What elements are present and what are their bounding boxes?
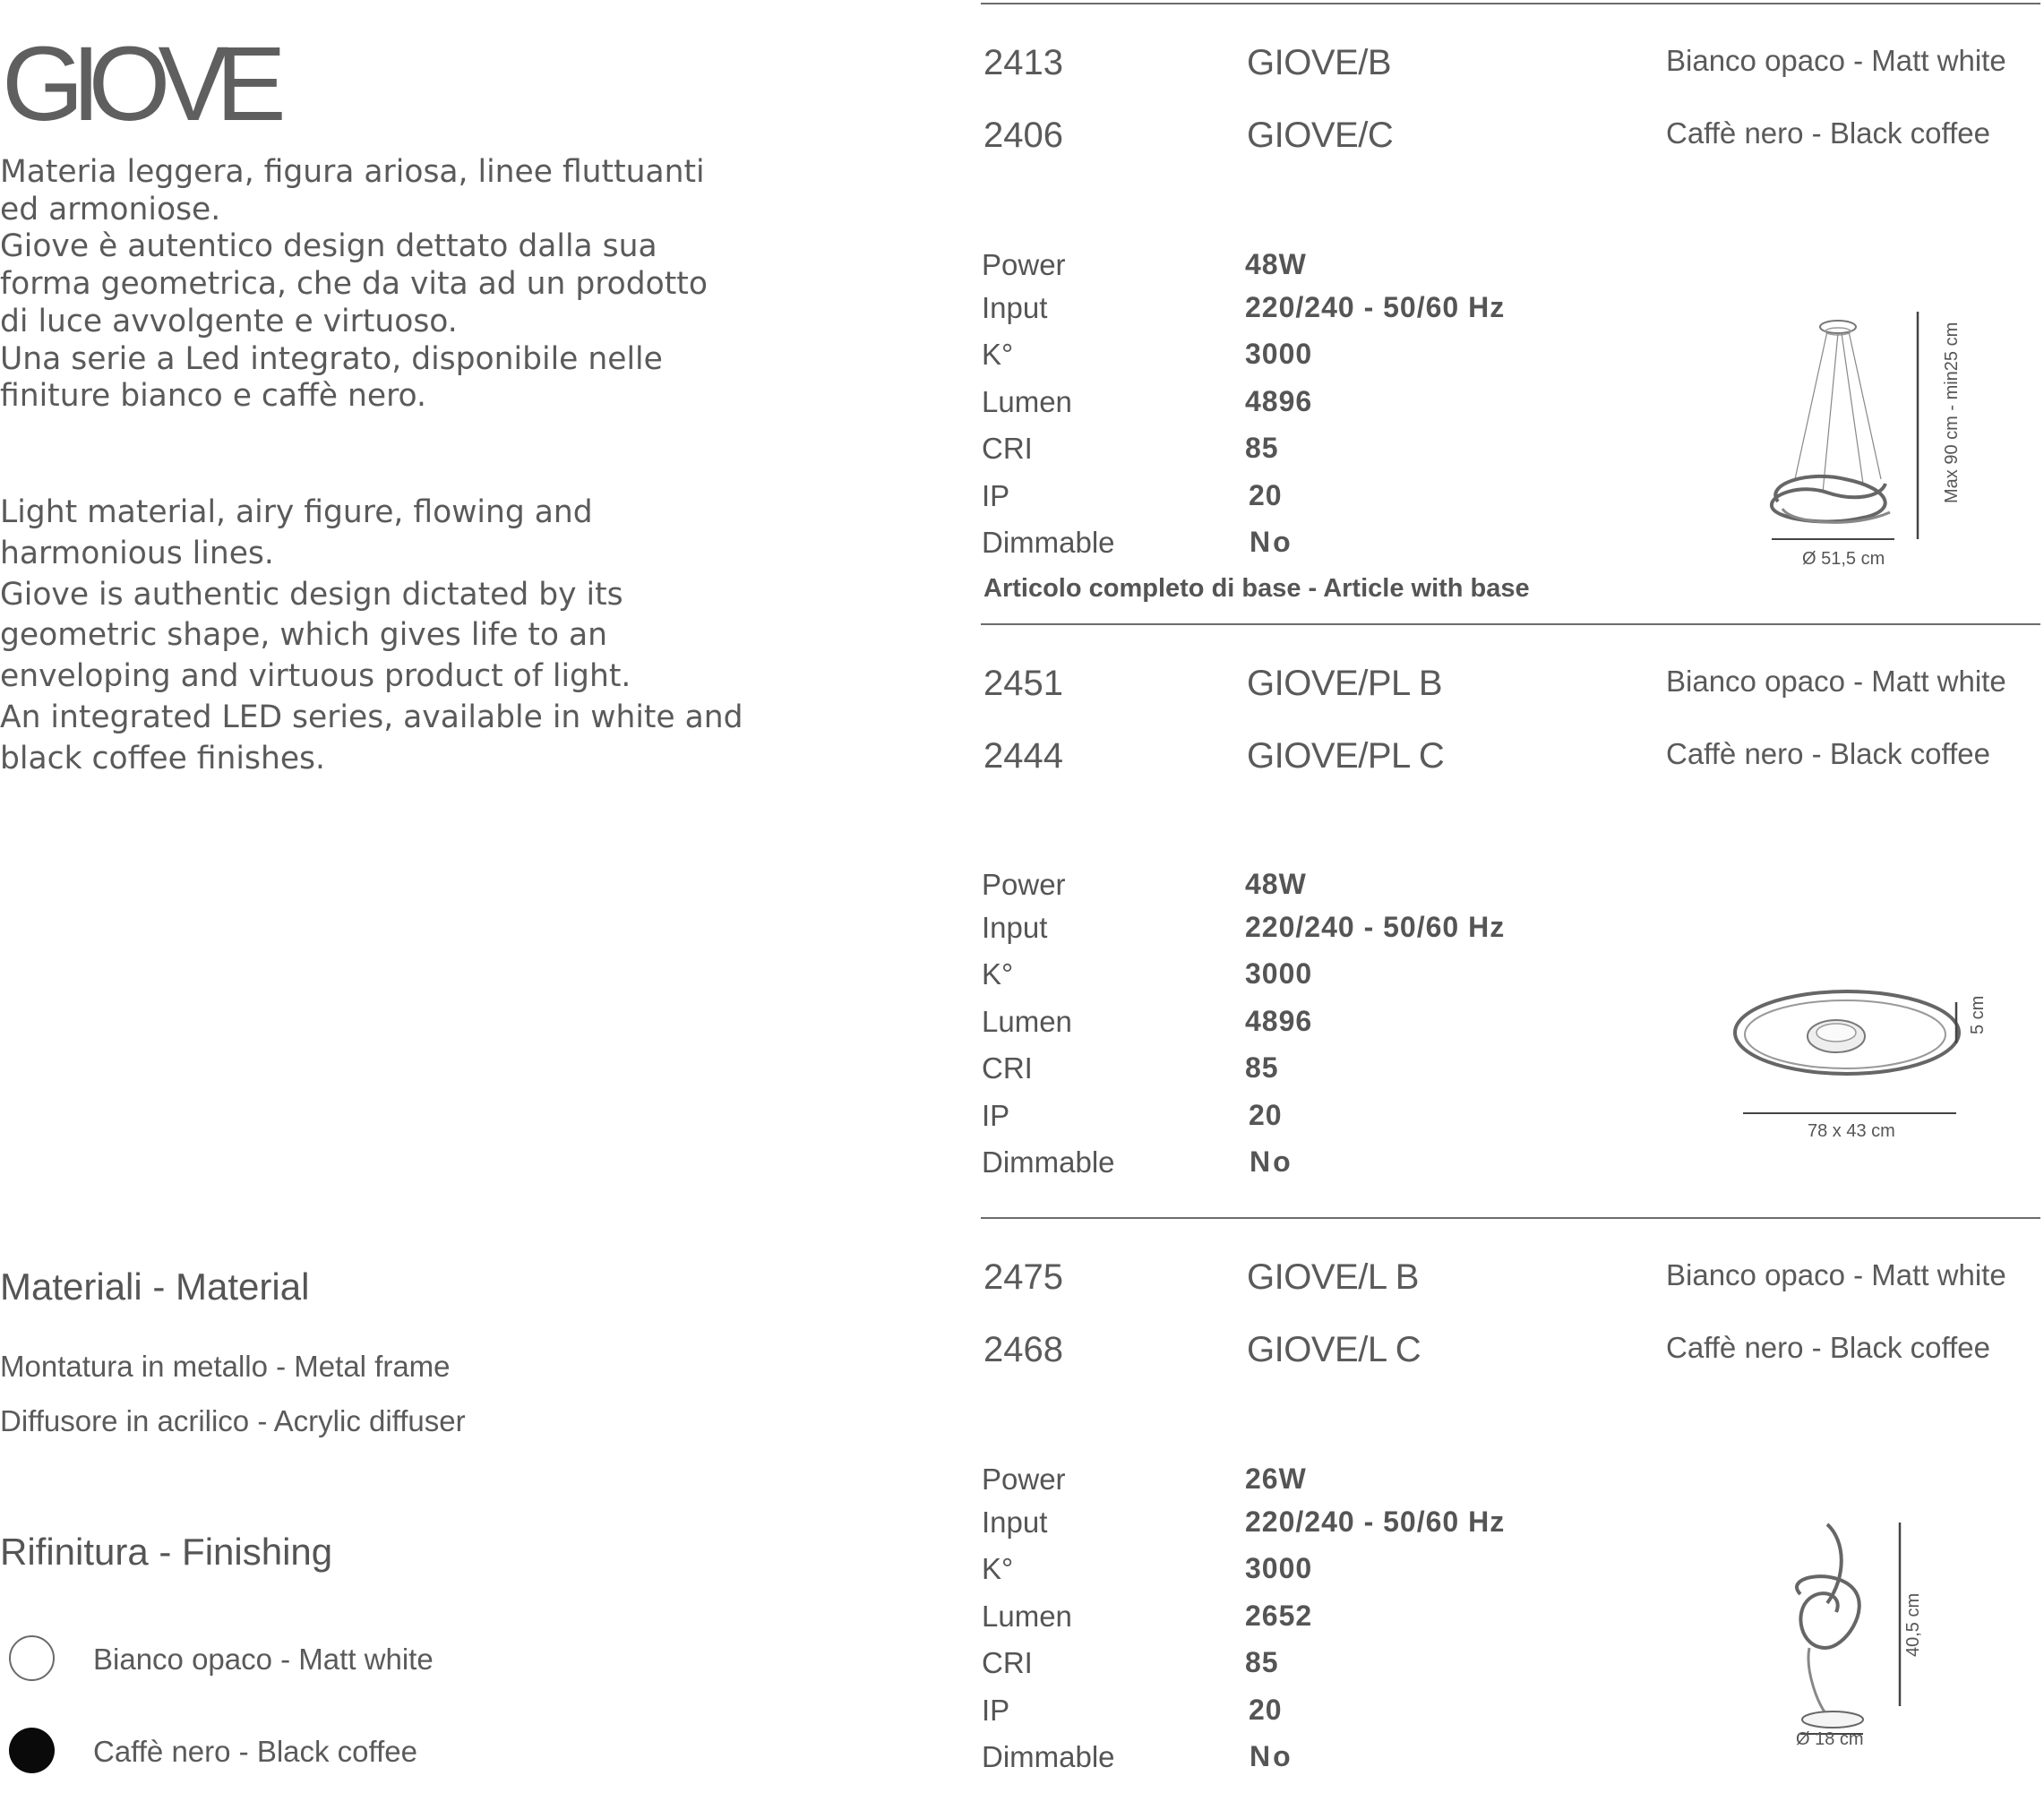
spec-value-k: 3000 xyxy=(1245,338,1313,370)
spec-value-input: 220/240 - 50/60 Hz xyxy=(1245,1505,1506,1538)
finishing-title: Rifinitura - Finishing xyxy=(0,1531,333,1573)
spec-value-lumen: 4896 xyxy=(1245,385,1313,417)
dimension-width: 78 x 43 cm xyxy=(1808,1121,1895,1141)
product-code: 2468 xyxy=(983,1330,1063,1369)
product-model: GIOVE/B xyxy=(1247,43,1391,82)
product-model: GIOVE/L C xyxy=(1247,1330,1421,1369)
description-english xyxy=(0,493,743,780)
material-item: Diffusore in acrilico - Acrylic diffuser xyxy=(0,1404,466,1437)
section-divider xyxy=(981,3,2040,4)
product-note: Articolo completo di base - Article with base xyxy=(983,574,1530,603)
spec-label-ip: IP xyxy=(982,1694,1010,1727)
spec-value-k: 3000 xyxy=(1245,957,1313,990)
section-divider xyxy=(981,1217,2040,1219)
spec-value-ip: 20 xyxy=(1249,1694,1283,1726)
product-finish: Caffè nero - Black coffee xyxy=(1666,116,1990,150)
spec-value-ip: 20 xyxy=(1249,479,1283,511)
description-paragraph: Giove è autentico design dettato dalla sua forma geometrica, che da vita ad un prodotto di luce avvolgente e virtuoso. xyxy=(0,228,708,339)
description-paragraph: An integrated LED series, available in white and black coffee finishes. xyxy=(0,699,743,776)
spec-value-power: 48W xyxy=(1245,248,1307,280)
spec-value-dimmable: No xyxy=(1250,1145,1293,1178)
section-divider xyxy=(981,623,2040,625)
spec-label-power: Power xyxy=(982,1463,1066,1496)
description-paragraph: Giove is authentic design dictated by its geometric shape, which gives life to an enveloping and virtuous product of light. xyxy=(0,576,631,695)
spec-value-power: 26W xyxy=(1245,1463,1307,1495)
spec-label-k: K° xyxy=(982,338,1014,371)
spec-value-cri: 85 xyxy=(1245,432,1279,464)
spec-value-lumen: 4896 xyxy=(1245,1005,1313,1037)
dimension-height: 5 cm xyxy=(1968,995,1988,1034)
spec-label-ip: IP xyxy=(982,479,1010,512)
spec-label-dimmable: Dimmable xyxy=(982,1740,1115,1773)
spec-value-input: 220/240 - 50/60 Hz xyxy=(1245,911,1506,943)
spec-label-cri: CRI xyxy=(982,432,1033,465)
description-paragraph: Materia leggera, figura ariosa, linee fluttuanti ed armoniose. xyxy=(0,154,705,227)
product-code: 2406 xyxy=(983,116,1063,155)
spec-label-k: K° xyxy=(982,957,1014,991)
finishing-label: Caffè nero - Black coffee xyxy=(93,1735,417,1768)
spec-value-cri: 85 xyxy=(1245,1051,1279,1084)
spec-label-dimmable: Dimmable xyxy=(982,1145,1115,1179)
product-model: GIOVE/PL C xyxy=(1247,736,1445,776)
product-code: 2475 xyxy=(983,1257,1063,1297)
product-finish: Caffè nero - Black coffee xyxy=(1666,737,1990,770)
suspension-lamp-drawing xyxy=(1756,305,1971,573)
product-model: GIOVE/PL B xyxy=(1247,664,1443,703)
spec-value-cri: 85 xyxy=(1245,1646,1279,1678)
product-code: 2451 xyxy=(983,664,1063,703)
spec-label-ip: IP xyxy=(982,1099,1010,1132)
description-paragraph: Una serie a Led integrato, disponibile nelle finiture bianco e caffè nero. xyxy=(0,340,663,415)
description-italian xyxy=(0,154,743,416)
product-finish: Caffè nero - Black coffee xyxy=(1666,1331,1990,1364)
table-lamp-drawing xyxy=(1773,1514,1953,1755)
spec-label-lumen: Lumen xyxy=(982,1005,1072,1038)
product-finish: Bianco opaco - Matt white xyxy=(1666,1258,2006,1291)
white-swatch xyxy=(9,1635,55,1681)
product-model: GIOVE/L B xyxy=(1247,1257,1419,1297)
dimension-width: Ø 18 cm xyxy=(1796,1729,1864,1749)
materials-title: Materiali - Material xyxy=(0,1265,310,1308)
spec-label-input: Input xyxy=(982,911,1048,944)
finishing-label: Bianco opaco - Matt white xyxy=(93,1643,434,1676)
product-code: 2413 xyxy=(983,43,1063,82)
spec-label-lumen: Lumen xyxy=(982,385,1072,418)
spec-label-cri: CRI xyxy=(982,1051,1033,1085)
product-finish: Bianco opaco - Matt white xyxy=(1666,665,2006,698)
spec-value-dimmable: No xyxy=(1250,1740,1293,1772)
description-paragraph: Light material, airy figure, flowing and harmonious lines. xyxy=(0,494,593,571)
ceiling-lamp-drawing xyxy=(1729,981,1988,1151)
spec-value-power: 48W xyxy=(1245,868,1307,900)
spec-value-input: 220/240 - 50/60 Hz xyxy=(1245,291,1506,323)
product-finish: Bianco opaco - Matt white xyxy=(1666,44,2006,77)
black-swatch xyxy=(9,1728,55,1773)
dimension-height: Max 90 cm - min25 cm xyxy=(1942,322,1962,503)
material-item: Montatura in metallo - Metal frame xyxy=(0,1350,451,1383)
spec-value-k: 3000 xyxy=(1245,1552,1313,1584)
spec-label-input: Input xyxy=(982,291,1048,324)
spec-value-ip: 20 xyxy=(1249,1099,1283,1131)
spec-label-k: K° xyxy=(982,1552,1014,1585)
product-code: 2444 xyxy=(983,736,1063,776)
spec-value-lumen: 2652 xyxy=(1245,1600,1313,1632)
dimension-width: Ø 51,5 cm xyxy=(1802,549,1885,569)
product-model: GIOVE/C xyxy=(1247,116,1394,155)
spec-label-lumen: Lumen xyxy=(982,1600,1072,1633)
spec-label-input: Input xyxy=(982,1505,1048,1539)
spec-value-dimmable: No xyxy=(1250,526,1293,558)
dimension-height: 40,5 cm xyxy=(1903,1592,1923,1657)
spec-label-power: Power xyxy=(982,868,1066,901)
spec-label-cri: CRI xyxy=(982,1646,1033,1679)
spec-label-power: Power xyxy=(982,248,1066,281)
brand-title: GIOVE xyxy=(2,25,274,143)
spec-label-dimmable: Dimmable xyxy=(982,526,1115,559)
